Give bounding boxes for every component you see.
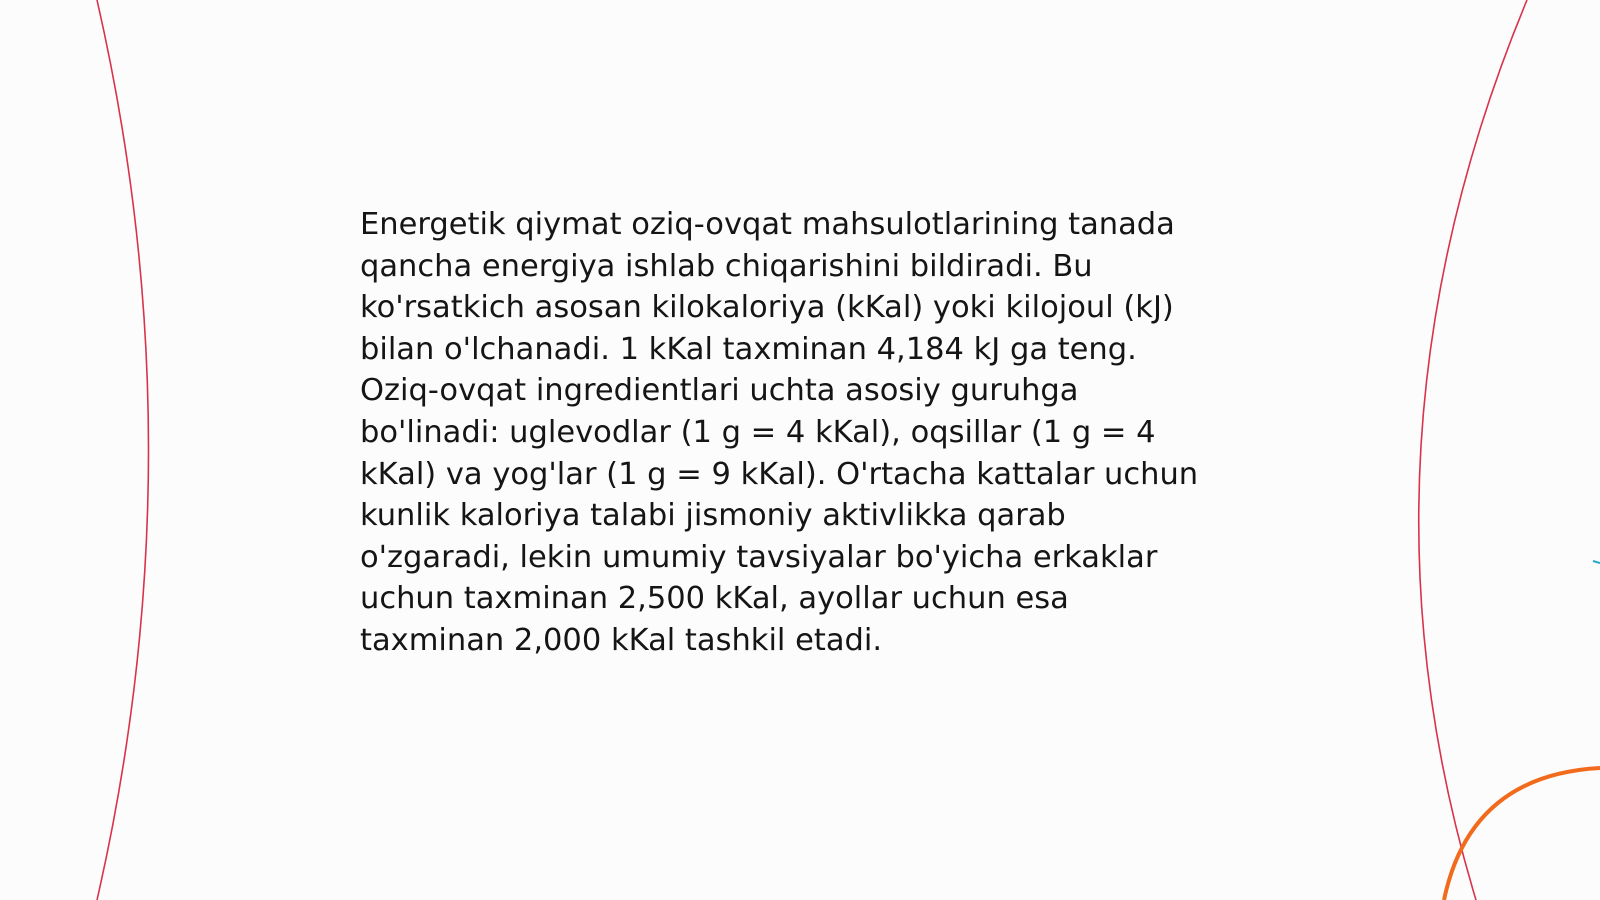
teal-accent-mark [1593,561,1600,563]
orange-arc [1444,768,1600,900]
left-red-curve [97,0,149,900]
slide-body-text: Energetik qiymat oziq-ovqat mahsulotlarining tanada qancha energiya ishlab chiqarishini bildiradi. Bu ko'rsatkich asosan kilokaloriya (kKal) yoki kilojoul (kJ) bilan o'lchanadi. 1 kKal taxminan 4,184 kJ ga teng. Oziq-ovqat ingredientlari uchta asosiy guruhga bo'linadi: uglevodlar (1 g = 4 kKal), oqsillar (1 g = 4 kKal) va yog'lar (1 g = 9 kKal). O'rtacha kattalar uchun kunlik kaloriya talabi jismoniy aktivlikka qarab o'zgaradi, lekin umumiy tavsiyalar bo'yicha erkaklar uchun taxminan 2,500 kKal, ayollar uchun esa taxminan 2,000 kKal tashkil etadi. [360,207,1199,658]
right-red-curve [1419,0,1527,900]
